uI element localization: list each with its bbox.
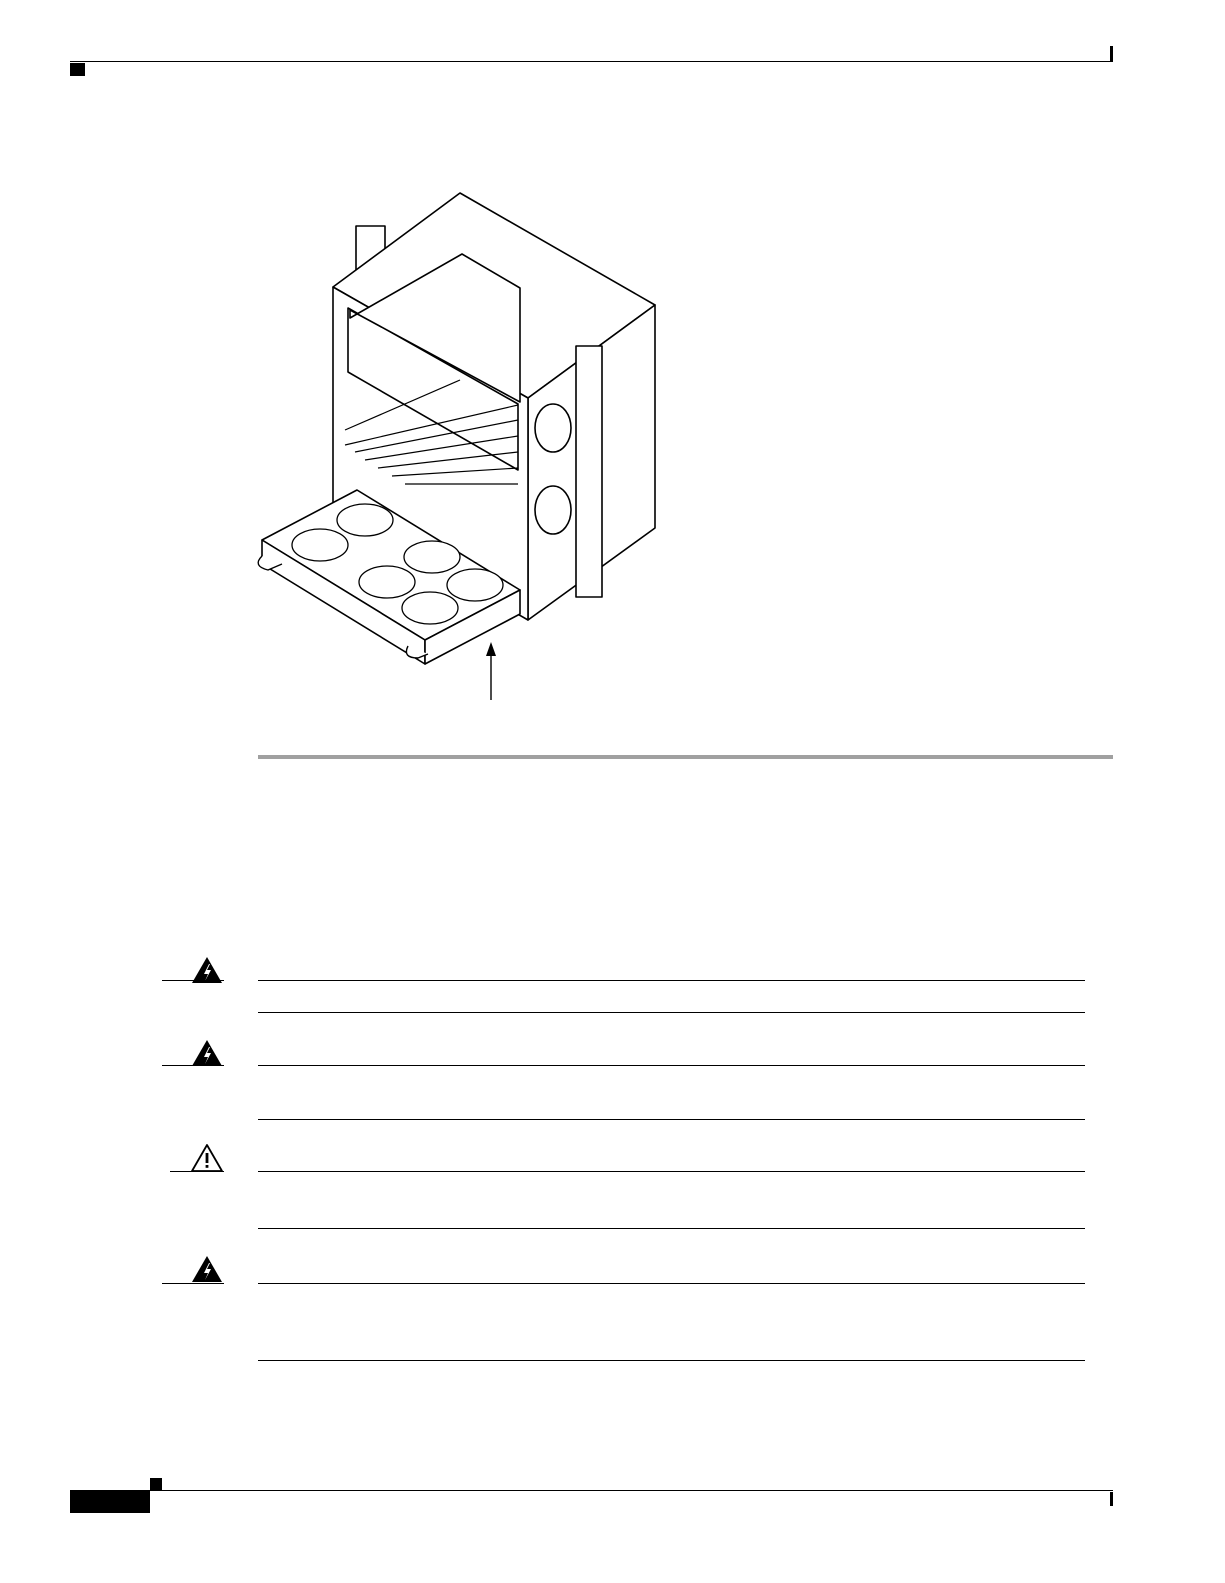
notice-4-label-rule — [162, 1283, 224, 1284]
notice-1-label-rule — [162, 980, 224, 981]
notice-4-bottom-rule — [258, 1360, 1085, 1361]
notice-3-label-rule — [170, 1171, 224, 1172]
caution-triangle-icon — [190, 1143, 224, 1173]
figure-bottom-rule — [258, 755, 1113, 759]
side-cutout-bottom — [535, 486, 571, 534]
notice-1-top-rule — [258, 980, 1085, 981]
footer-square-marker — [150, 1478, 162, 1490]
notice-2-top-rule — [258, 1065, 1085, 1066]
chassis-figure — [0, 0, 1225, 760]
notice-1-bottom-rule — [258, 1012, 1085, 1013]
side-cutout-top — [535, 404, 571, 452]
notice-3-bottom-rule — [258, 1228, 1085, 1229]
notice-2-bottom-rule — [258, 1119, 1085, 1120]
notice-3-top-rule — [258, 1171, 1085, 1172]
footer-rule — [70, 1490, 1113, 1491]
warning-shock-icon — [190, 1254, 224, 1284]
footer-page-tab — [70, 1491, 150, 1513]
footer-end-tick — [1110, 1492, 1113, 1506]
notice-2-label-rule — [162, 1065, 224, 1066]
notice-4-top-rule — [258, 1283, 1085, 1284]
right-mounting-ear — [576, 346, 602, 597]
warning-shock-icon — [190, 1038, 224, 1068]
callout-arrow-icon — [486, 642, 496, 700]
